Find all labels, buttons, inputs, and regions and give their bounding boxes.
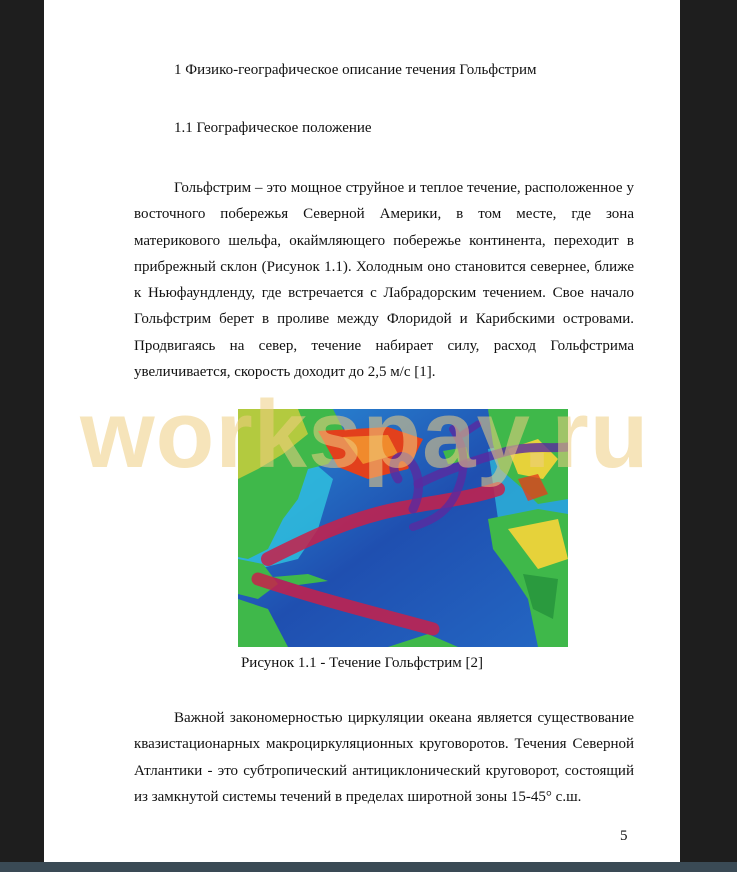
subsection-heading: 1.1 Географическое положение <box>174 120 372 136</box>
body-paragraph-2: Важной закономерностью циркуляции океана является существование квазистационарных макроциркуляционных круговоротов. Течения Северной Атлантики - это субтропический антициклонический круговорот, состоящий из замкнутой системы течений в пределах широтной зоны 15-45° с.ш. <box>134 710 634 805</box>
gulf-stream-map-icon <box>238 409 568 647</box>
viewer-bottom-bar <box>0 862 737 872</box>
figure-caption: Рисунок 1.1 - Течение Гольфстрим [2] <box>240 655 484 671</box>
page-number: 5 <box>620 828 628 844</box>
document-page <box>44 0 680 862</box>
section-heading: 1 Физико-географическое описание течения Гольфстрим <box>174 62 537 78</box>
watermark: workspay.ru <box>80 381 650 488</box>
body-paragraph-1: Гольфстрим – это мощное струйное и теплое течение, расположенное у восточного побережья Северной Америки, в том месте, где зона материкового шельфа, окаймляющего побережье континента, переходит в прибрежный склон (Рисунок 1.1). Холодным оно становится севернее, ближе к Ньюфаундленду, где встречается с Лабрадорским течением. Свое начало Гольфстрим берет в проливе между Флоридой и Карибскими островами. Продвигаясь на север, течение набирает силу, расход Гольфстрима увеличивается, скорость доходит до 2,5 м/с [1]. <box>134 180 634 381</box>
gulf-stream-map-figure <box>238 409 568 647</box>
